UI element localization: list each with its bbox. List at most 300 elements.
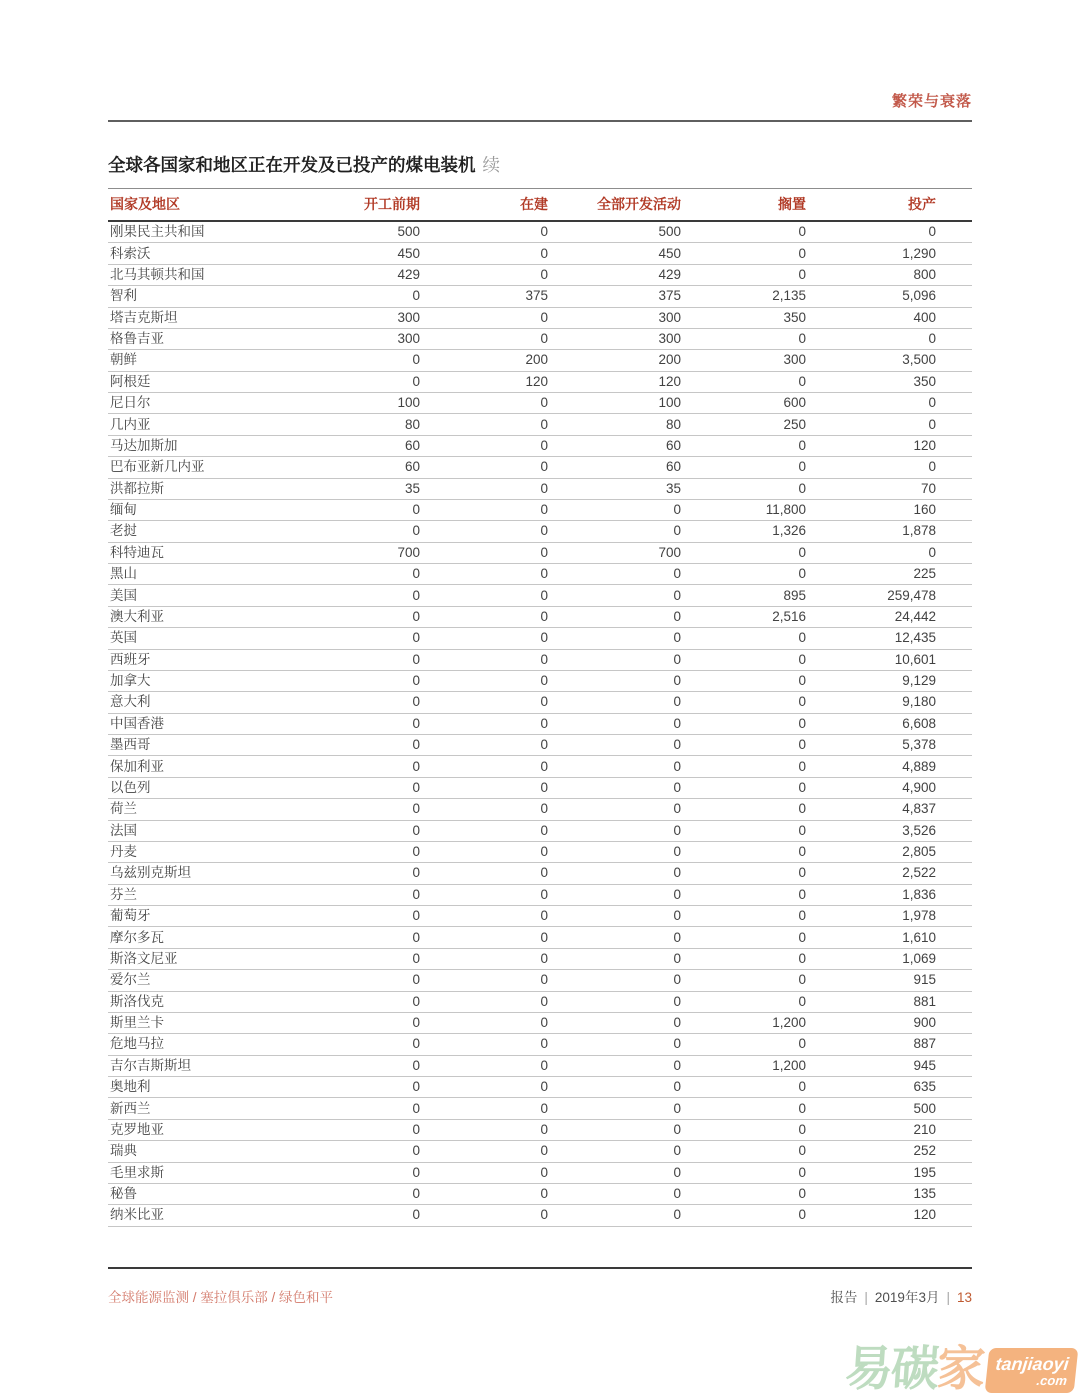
- value-cell: 0: [681, 1162, 806, 1183]
- value-cell: 0: [308, 521, 420, 542]
- value-cell: 0: [548, 649, 681, 670]
- value-cell: 0: [548, 499, 681, 520]
- table-row: [108, 414, 972, 435]
- value-cell: 0: [308, 820, 420, 841]
- value-cell: 0: [308, 884, 420, 905]
- footer-separator: |: [864, 1289, 868, 1305]
- table-row: [108, 991, 972, 1012]
- value-cell: 900: [806, 1012, 972, 1033]
- value-cell: 0: [681, 542, 806, 563]
- country-cell: 乌兹别克斯坦: [108, 863, 308, 884]
- value-cell: 0: [420, 1119, 548, 1140]
- country-cell: 澳大利亚: [108, 606, 308, 627]
- value-cell: 60: [308, 435, 420, 456]
- table-row: [108, 585, 972, 606]
- country-cell: 巴布亚新几内亚: [108, 457, 308, 478]
- country-cell: 西班牙: [108, 649, 308, 670]
- running-header: [108, 94, 972, 109]
- value-cell: 120: [806, 1205, 972, 1226]
- value-cell: 0: [420, 1141, 548, 1162]
- value-cell: 350: [681, 307, 806, 328]
- value-cell: 887: [806, 1034, 972, 1055]
- value-cell: 0: [548, 564, 681, 585]
- watermark-logo-text: [843, 1343, 985, 1396]
- value-cell: 0: [308, 585, 420, 606]
- value-cell: 100: [548, 393, 681, 414]
- value-cell: 3,500: [806, 350, 972, 371]
- table-row: [108, 435, 972, 456]
- value-cell: 0: [548, 799, 681, 820]
- country-cell: 格鲁吉亚: [108, 328, 308, 349]
- country-cell: 爱尔兰: [108, 970, 308, 991]
- table-row: [108, 1098, 972, 1119]
- value-cell: 9,129: [806, 670, 972, 691]
- value-cell: 60: [548, 435, 681, 456]
- table-row: [108, 286, 972, 307]
- table-row: [108, 670, 972, 691]
- value-cell: 80: [548, 414, 681, 435]
- table-row: [108, 243, 972, 264]
- value-cell: 0: [681, 756, 806, 777]
- value-cell: 0: [308, 863, 420, 884]
- table-row: [108, 906, 972, 927]
- value-cell: 0: [308, 777, 420, 798]
- value-cell: 0: [681, 1141, 806, 1162]
- table-title: [108, 155, 972, 175]
- value-cell: 0: [308, 350, 420, 371]
- value-cell: 895: [681, 585, 806, 606]
- value-cell: 10,601: [806, 649, 972, 670]
- value-cell: 0: [548, 1162, 681, 1183]
- country-cell: 黑山: [108, 564, 308, 585]
- value-cell: 0: [308, 1205, 420, 1226]
- value-cell: 0: [308, 1055, 420, 1076]
- value-cell: 0: [681, 1183, 806, 1204]
- country-cell: 意大利: [108, 692, 308, 713]
- table-row: [108, 221, 972, 243]
- value-cell: 0: [548, 820, 681, 841]
- value-cell: 0: [548, 735, 681, 756]
- value-cell: 195: [806, 1162, 972, 1183]
- value-cell: 5,096: [806, 286, 972, 307]
- value-cell: 0: [420, 841, 548, 862]
- value-cell: 0: [548, 927, 681, 948]
- column-header-4: 搁置: [681, 189, 806, 222]
- value-cell: 0: [806, 542, 972, 563]
- value-cell: 2,135: [681, 286, 806, 307]
- value-cell: 0: [420, 970, 548, 991]
- value-cell: 0: [420, 1055, 548, 1076]
- value-cell: 0: [308, 499, 420, 520]
- value-cell: 0: [548, 713, 681, 734]
- footer-date: 2019年3月: [874, 1289, 940, 1305]
- value-cell: 9,180: [806, 692, 972, 713]
- value-cell: 0: [308, 606, 420, 627]
- value-cell: 24,442: [806, 606, 972, 627]
- value-cell: 300: [681, 350, 806, 371]
- value-cell: 200: [420, 350, 548, 371]
- value-cell: 2,522: [806, 863, 972, 884]
- value-cell: 429: [308, 264, 420, 285]
- value-cell: 375: [420, 286, 548, 307]
- value-cell: 0: [548, 1012, 681, 1033]
- value-cell: 0: [681, 841, 806, 862]
- column-header-1: 开工前期: [308, 189, 420, 222]
- value-cell: 945: [806, 1055, 972, 1076]
- country-cell: 纳米比亚: [108, 1205, 308, 1226]
- value-cell: 375: [548, 286, 681, 307]
- country-cell: 阿根廷: [108, 371, 308, 392]
- value-cell: 500: [548, 221, 681, 243]
- watermark-badge-tld: .com: [1035, 1372, 1068, 1388]
- table-row: [108, 756, 972, 777]
- table-row: [108, 1205, 972, 1226]
- value-cell: 0: [420, 542, 548, 563]
- value-cell: 0: [420, 414, 548, 435]
- value-cell: 6,608: [806, 713, 972, 734]
- value-cell: 700: [548, 542, 681, 563]
- value-cell: 0: [806, 393, 972, 414]
- value-cell: 0: [681, 670, 806, 691]
- value-cell: 0: [548, 1055, 681, 1076]
- value-cell: 0: [308, 1162, 420, 1183]
- value-cell: 259,478: [806, 585, 972, 606]
- value-cell: 0: [806, 221, 972, 243]
- page-footer: [108, 1286, 972, 1306]
- country-cell: 保加利亚: [108, 756, 308, 777]
- table-row: [108, 371, 972, 392]
- value-cell: 0: [420, 756, 548, 777]
- country-cell: 洪都拉斯: [108, 478, 308, 499]
- value-cell: 0: [548, 1119, 681, 1140]
- value-cell: 0: [420, 735, 548, 756]
- value-cell: 120: [548, 371, 681, 392]
- value-cell: 160: [806, 499, 972, 520]
- value-cell: 0: [806, 414, 972, 435]
- value-cell: 0: [308, 1141, 420, 1162]
- country-cell: 朝鲜: [108, 350, 308, 371]
- watermark-badge: [985, 1348, 1079, 1393]
- country-cell: 智利: [108, 286, 308, 307]
- value-cell: 0: [308, 756, 420, 777]
- value-cell: 500: [308, 221, 420, 243]
- value-cell: 0: [420, 435, 548, 456]
- value-cell: 0: [420, 1034, 548, 1055]
- value-cell: 1,878: [806, 521, 972, 542]
- country-cell: 墨西哥: [108, 735, 308, 756]
- table-row: [108, 777, 972, 798]
- value-cell: 0: [308, 1183, 420, 1204]
- country-cell: 危地马拉: [108, 1034, 308, 1055]
- section-title: 繁荣与衰落: [891, 93, 972, 110]
- country-cell: 科索沃: [108, 243, 308, 264]
- value-cell: 0: [420, 221, 548, 243]
- value-cell: 0: [308, 628, 420, 649]
- value-cell: 0: [548, 756, 681, 777]
- country-cell: 斯洛伐克: [108, 991, 308, 1012]
- value-cell: 300: [308, 328, 420, 349]
- value-cell: 250: [681, 414, 806, 435]
- country-cell: 塔吉克斯坦: [108, 307, 308, 328]
- value-cell: 1,836: [806, 884, 972, 905]
- value-cell: 0: [420, 820, 548, 841]
- country-cell: 科特迪瓦: [108, 542, 308, 563]
- value-cell: 0: [548, 906, 681, 927]
- value-cell: 0: [308, 841, 420, 862]
- value-cell: 0: [420, 670, 548, 691]
- watermark-badge-domain: tanjiaoyi: [994, 1353, 1070, 1374]
- value-cell: 120: [806, 435, 972, 456]
- column-header-3: 全部开发活动: [548, 189, 681, 222]
- value-cell: 120: [420, 371, 548, 392]
- value-cell: 0: [548, 628, 681, 649]
- value-cell: 450: [548, 243, 681, 264]
- value-cell: 2,516: [681, 606, 806, 627]
- value-cell: 0: [681, 777, 806, 798]
- value-cell: 3,526: [806, 820, 972, 841]
- table-row: [108, 457, 972, 478]
- value-cell: 0: [548, 585, 681, 606]
- country-cell: 缅甸: [108, 499, 308, 520]
- value-cell: 0: [548, 863, 681, 884]
- country-cell: 以色列: [108, 777, 308, 798]
- value-cell: 429: [548, 264, 681, 285]
- value-cell: 0: [420, 1183, 548, 1204]
- value-cell: 0: [308, 1034, 420, 1055]
- value-cell: 0: [548, 970, 681, 991]
- value-cell: 300: [308, 307, 420, 328]
- value-cell: 0: [681, 906, 806, 927]
- value-cell: 300: [548, 307, 681, 328]
- country-cell: 北马其顿共和国: [108, 264, 308, 285]
- value-cell: 35: [308, 478, 420, 499]
- value-cell: 0: [308, 906, 420, 927]
- value-cell: 0: [548, 841, 681, 862]
- table-row: [108, 948, 972, 969]
- value-cell: 0: [681, 628, 806, 649]
- table-row: [108, 799, 972, 820]
- value-cell: 0: [681, 1077, 806, 1098]
- value-cell: 700: [308, 542, 420, 563]
- value-cell: 35: [548, 478, 681, 499]
- value-cell: 0: [548, 1205, 681, 1226]
- country-cell: 美国: [108, 585, 308, 606]
- value-cell: 0: [308, 1098, 420, 1119]
- header-divider: [108, 120, 972, 122]
- table-row: [108, 927, 972, 948]
- value-cell: 0: [681, 1205, 806, 1226]
- country-cell: 刚果民主共和国: [108, 221, 308, 243]
- value-cell: 0: [548, 1098, 681, 1119]
- table-row: [108, 692, 972, 713]
- table-row: [108, 1012, 972, 1033]
- value-cell: 0: [420, 243, 548, 264]
- value-cell: 0: [420, 457, 548, 478]
- coal-capacity-table: [108, 188, 972, 1227]
- value-cell: 12,435: [806, 628, 972, 649]
- table-row: [108, 350, 972, 371]
- country-cell: 老挝: [108, 521, 308, 542]
- value-cell: 0: [308, 564, 420, 585]
- value-cell: 1,069: [806, 948, 972, 969]
- value-cell: 1,290: [806, 243, 972, 264]
- value-cell: 915: [806, 970, 972, 991]
- value-cell: 0: [420, 264, 548, 285]
- value-cell: 635: [806, 1077, 972, 1098]
- country-cell: 尼日尔: [108, 393, 308, 414]
- table-row: [108, 863, 972, 884]
- value-cell: 0: [681, 863, 806, 884]
- footer-report-label: 报告: [830, 1289, 858, 1305]
- value-cell: 0: [548, 1034, 681, 1055]
- watermark: [843, 1343, 1076, 1396]
- country-cell: 加拿大: [108, 670, 308, 691]
- value-cell: 200: [548, 350, 681, 371]
- value-cell: 0: [420, 499, 548, 520]
- value-cell: 0: [548, 521, 681, 542]
- country-cell: 马达加斯加: [108, 435, 308, 456]
- table-header-row: [108, 189, 972, 222]
- value-cell: 0: [420, 628, 548, 649]
- value-cell: 0: [681, 820, 806, 841]
- country-cell: 荷兰: [108, 799, 308, 820]
- table-row: [108, 542, 972, 563]
- table-row: [108, 328, 972, 349]
- value-cell: 100: [308, 393, 420, 414]
- value-cell: 600: [681, 393, 806, 414]
- value-cell: 0: [308, 286, 420, 307]
- value-cell: 1,326: [681, 521, 806, 542]
- value-cell: 0: [420, 713, 548, 734]
- value-cell: 0: [681, 948, 806, 969]
- value-cell: 0: [420, 393, 548, 414]
- footer-divider: [108, 1267, 972, 1269]
- country-cell: 瑞典: [108, 1141, 308, 1162]
- value-cell: 0: [548, 1141, 681, 1162]
- value-cell: 252: [806, 1141, 972, 1162]
- value-cell: 350: [806, 371, 972, 392]
- table-row: [108, 970, 972, 991]
- country-cell: 奥地利: [108, 1077, 308, 1098]
- table-row: [108, 1119, 972, 1140]
- value-cell: 0: [308, 970, 420, 991]
- value-cell: 0: [548, 670, 681, 691]
- value-cell: 0: [308, 713, 420, 734]
- value-cell: 0: [308, 991, 420, 1012]
- value-cell: 0: [308, 649, 420, 670]
- value-cell: 1,610: [806, 927, 972, 948]
- value-cell: 5,378: [806, 735, 972, 756]
- value-cell: 0: [681, 243, 806, 264]
- value-cell: 0: [308, 371, 420, 392]
- value-cell: 0: [548, 606, 681, 627]
- value-cell: 11,800: [681, 499, 806, 520]
- table-title-continued-suffix: 续: [482, 155, 500, 175]
- value-cell: 0: [420, 649, 548, 670]
- column-header-0: 国家及地区: [108, 189, 308, 222]
- value-cell: 0: [420, 906, 548, 927]
- value-cell: 0: [420, 692, 548, 713]
- column-header-2: 在建: [420, 189, 548, 222]
- value-cell: 0: [806, 457, 972, 478]
- country-cell: 英国: [108, 628, 308, 649]
- value-cell: 0: [420, 991, 548, 1012]
- page-number: 13: [956, 1289, 972, 1305]
- table-row: [108, 521, 972, 542]
- value-cell: 60: [308, 457, 420, 478]
- country-cell: 中国香港: [108, 713, 308, 734]
- value-cell: 1,200: [681, 1012, 806, 1033]
- country-cell: 新西兰: [108, 1098, 308, 1119]
- country-cell: 斯洛文尼亚: [108, 948, 308, 969]
- country-cell: 几内亚: [108, 414, 308, 435]
- value-cell: 0: [420, 1162, 548, 1183]
- value-cell: 0: [308, 692, 420, 713]
- value-cell: 0: [548, 1077, 681, 1098]
- value-cell: 0: [548, 884, 681, 905]
- country-cell: 摩尔多瓦: [108, 927, 308, 948]
- value-cell: 0: [548, 777, 681, 798]
- value-cell: 1,978: [806, 906, 972, 927]
- table-row: [108, 564, 972, 585]
- value-cell: 135: [806, 1183, 972, 1204]
- value-cell: 0: [681, 478, 806, 499]
- value-cell: 4,837: [806, 799, 972, 820]
- value-cell: 800: [806, 264, 972, 285]
- value-cell: 0: [681, 1034, 806, 1055]
- value-cell: 70: [806, 478, 972, 499]
- table-row: [108, 841, 972, 862]
- footer-separator: |: [946, 1289, 950, 1305]
- table-row: [108, 649, 972, 670]
- value-cell: 4,900: [806, 777, 972, 798]
- table-row: [108, 393, 972, 414]
- value-cell: 0: [308, 670, 420, 691]
- table-row: [108, 307, 972, 328]
- value-cell: 0: [420, 1012, 548, 1033]
- value-cell: 450: [308, 243, 420, 264]
- value-cell: 0: [681, 328, 806, 349]
- footer-pageinfo: [830, 1286, 972, 1306]
- value-cell: 0: [548, 948, 681, 969]
- value-cell: 0: [308, 1119, 420, 1140]
- value-cell: 0: [548, 692, 681, 713]
- value-cell: 80: [308, 414, 420, 435]
- value-cell: 0: [420, 1098, 548, 1119]
- table-row: [108, 1183, 972, 1204]
- value-cell: 0: [420, 799, 548, 820]
- value-cell: 0: [308, 1077, 420, 1098]
- value-cell: 0: [308, 799, 420, 820]
- value-cell: 0: [308, 1012, 420, 1033]
- country-cell: 克罗地亚: [108, 1119, 308, 1140]
- value-cell: 881: [806, 991, 972, 1012]
- value-cell: 2,805: [806, 841, 972, 862]
- value-cell: 0: [681, 970, 806, 991]
- table-row: [108, 1055, 972, 1076]
- table-row: [108, 1141, 972, 1162]
- value-cell: 0: [420, 884, 548, 905]
- country-cell: 吉尔吉斯斯坦: [108, 1055, 308, 1076]
- table-row: [108, 606, 972, 627]
- value-cell: 0: [308, 927, 420, 948]
- country-cell: 丹麦: [108, 841, 308, 862]
- country-cell: 斯里兰卡: [108, 1012, 308, 1033]
- value-cell: 4,889: [806, 756, 972, 777]
- table-row: [108, 478, 972, 499]
- table-row: [108, 1162, 972, 1183]
- table-row: [108, 884, 972, 905]
